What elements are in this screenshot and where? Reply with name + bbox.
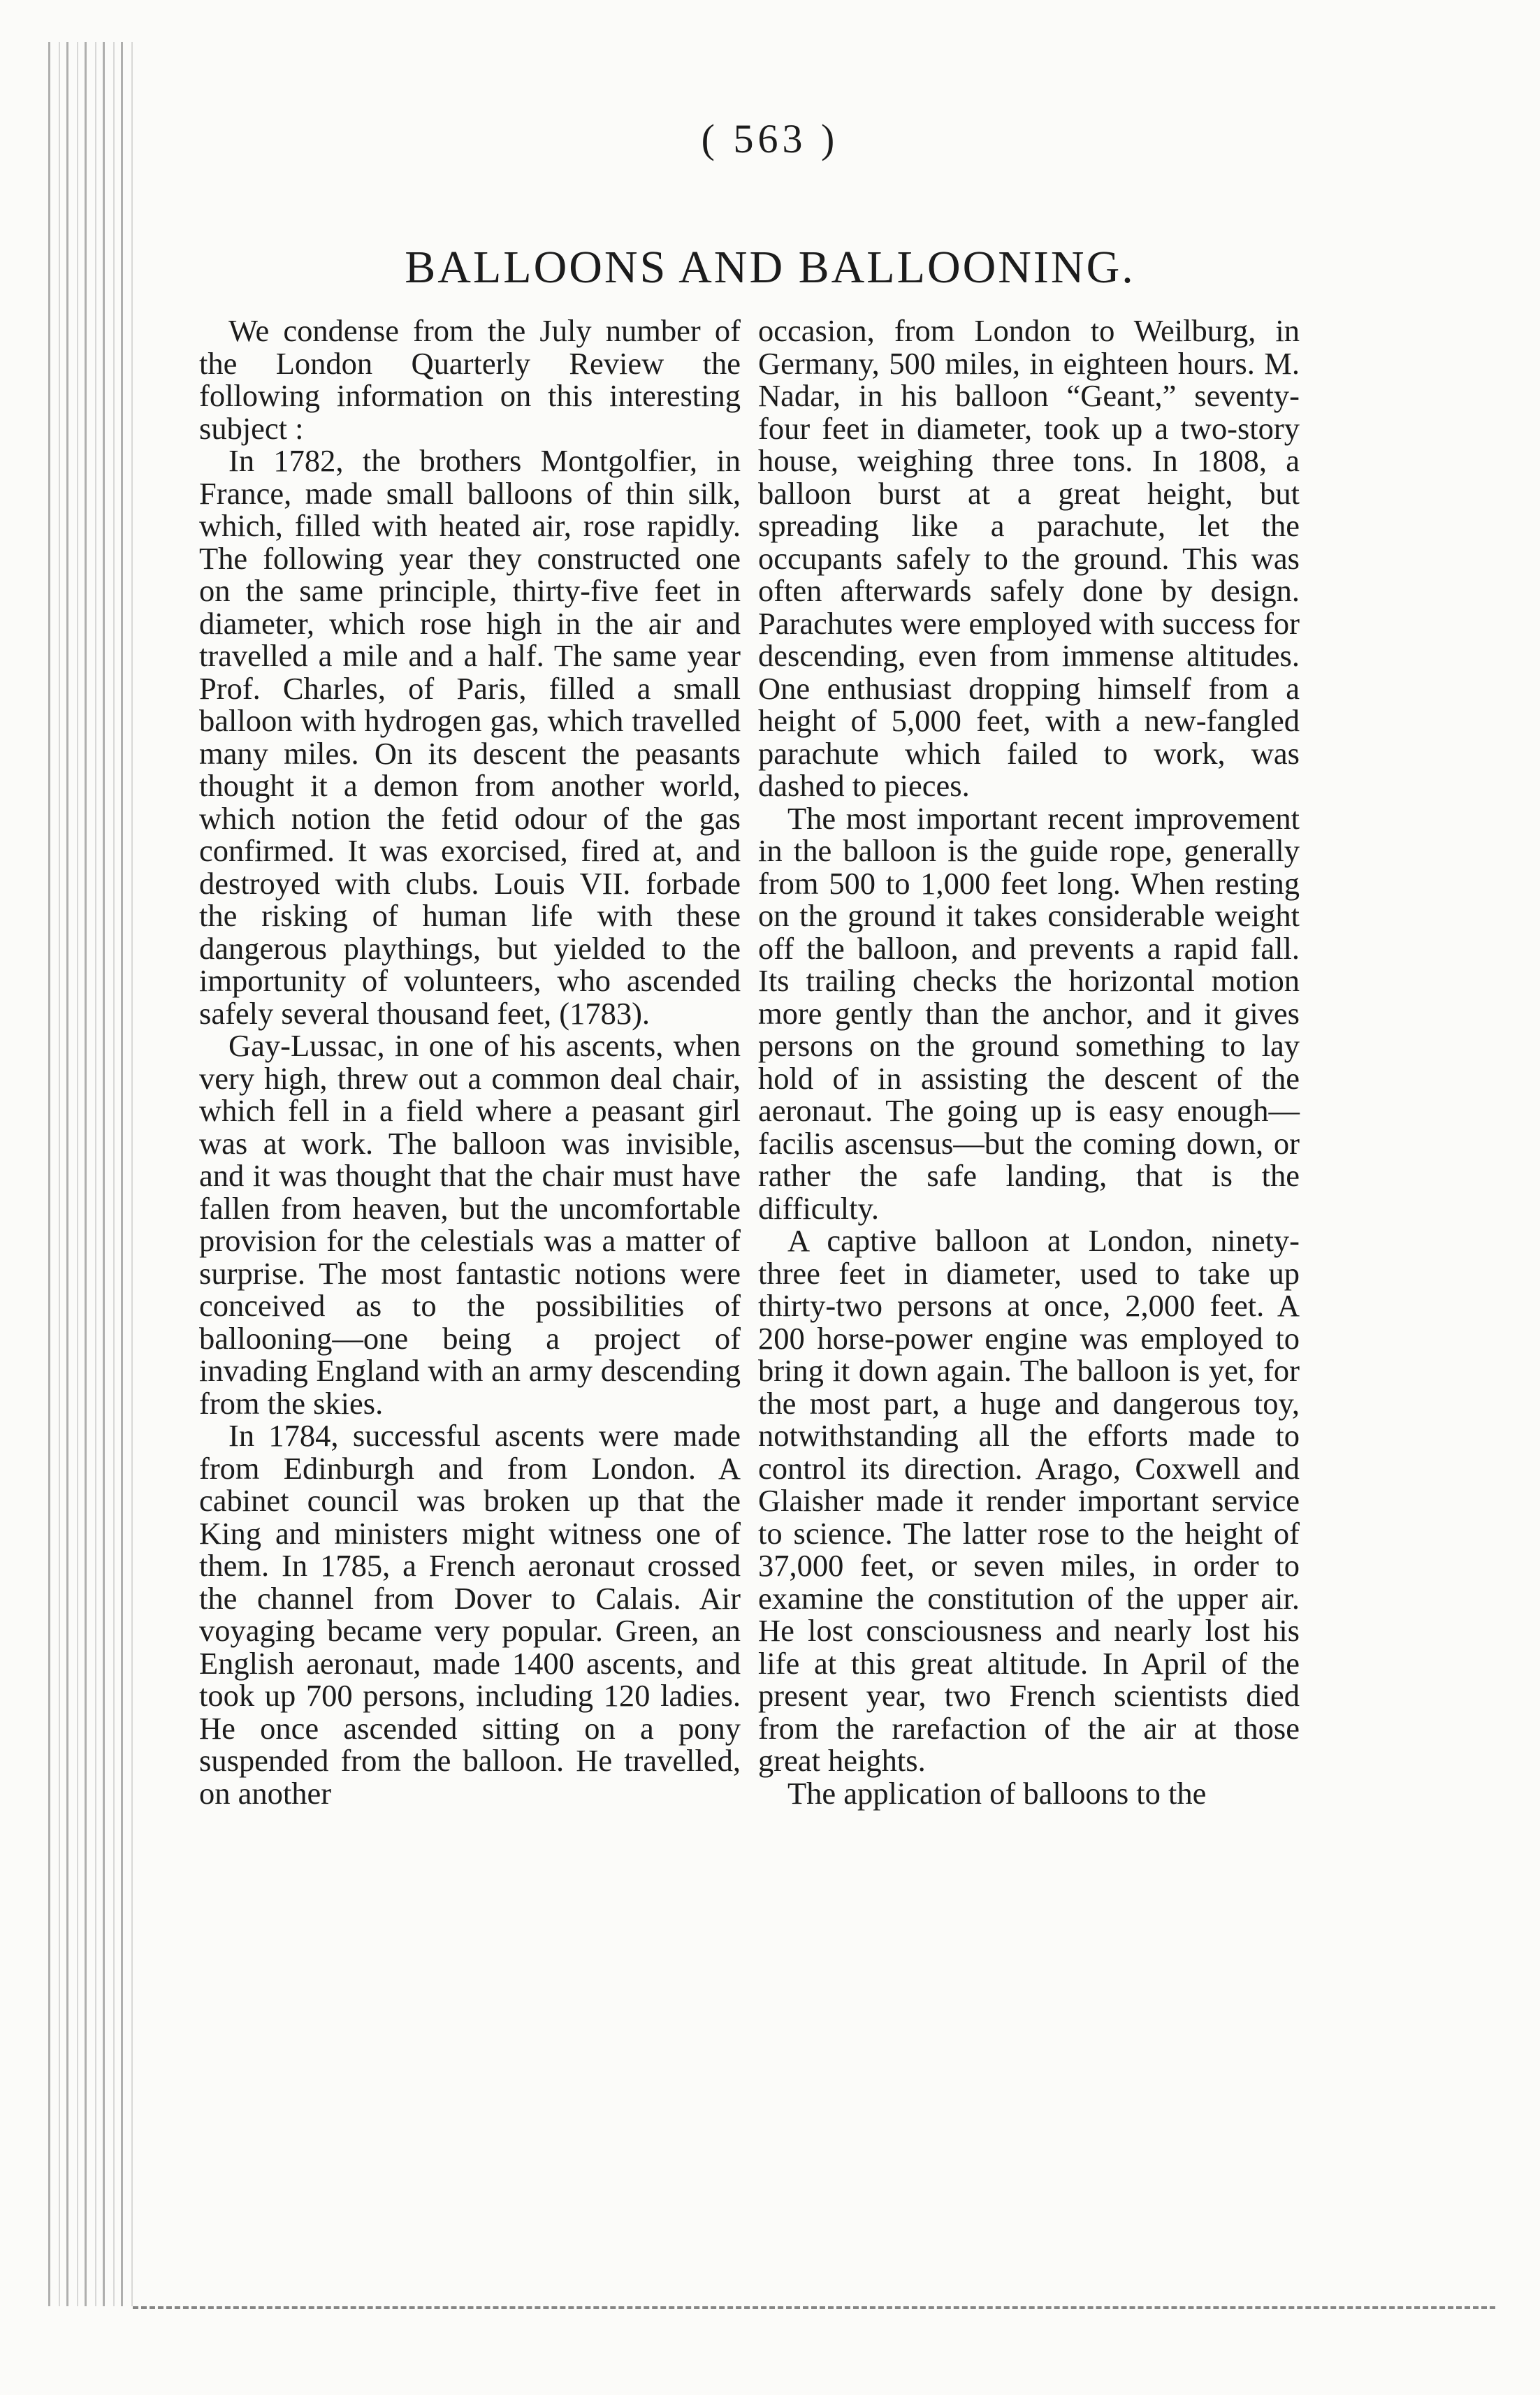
page-number: ( 563 ) (701, 116, 839, 161)
left-column (199, 314, 741, 1809)
right-column (758, 314, 1300, 1809)
paragraph: The application of balloons to the (787, 1775, 1207, 1811)
paragraph: In 1782, the brothers Montgolfier, in France, made small balloons of thin silk, which, filled with heated air, rose rapidly. The following year they constructed one on the same principle, thirty-five feet in diameter, which rose high in the air and travelled a mile and a half. The same year Prof. Charles, of Paris, filled a small balloon with hydrogen gas, which travelled many miles. On its descent the peasants thought it a demon from another world, which notion the fetid odour of the gas confirmed. It was exorcised, fired at, and destroyed with clubs. Louis VII. forbade the risking of human life with these dangerous playthings, but yielded to the importunity of volunteers, who ascended safely several thousand feet, (1783). (199, 443, 741, 1031)
paragraph: In 1784, successful ascents were made from Edinburgh and from London. A cabinet council was broken up that the King and ministers might witness one of them. In 1785, a French aeronaut crossed the channel from Dover to Calais. Air voyaging became very popular. Green, an English aeronaut, made 1400 ascents, and took up 700 persons, including 120 ladies. He once ascended sitting on a pony suspended from the balloon. He travelled, on another (199, 1418, 741, 1811)
paragraph: The most important recent improvement in the balloon is the guide rope, generally from 500 to 1,000 feet long. When resting on the ground it takes considerable weight off the balloon, and prevents a rapid fall. Its trailing checks the horizontal motion more gently than the anchor, and it gives persons on the ground something to lay hold of in assisting the descent of the aeronaut. The going up is easy enough—facilis ascensus—but the coming down, or rather the safe landing, that is the difficulty. (758, 800, 1300, 1226)
paragraph: occasion, from London to Weilburg, in Germany, 500 miles, in eighteen hours. M. Nadar, in his balloon “Geant,” seventy-four feet in diameter, took up a two-story house, weighing three tons. In 1808, a balloon burst at a great height, but spreading like a parachute, let the occupants safely to the ground. This was often afterwards safely done by design. Parachutes were employed with success for descending, even from immense altitudes. One enthusiast dropping himself from a height of 5,000 feet, with a new-fangled parachute which failed to work, was dashed to pieces. (758, 313, 1300, 803)
book-binding-edge (42, 42, 133, 2306)
article-title: BALLOONS AND BALLOONING. (405, 242, 1135, 293)
paragraph: We condense from the July number of the London Quarterly Review the following information on this interesting subject : (199, 313, 741, 446)
paragraph: A captive balloon at London, ninety-three feet in diameter, used to take up thirty-two persons at once, 2,000 feet. A 200 horse-power engine was employed to bring it down again. The balloon is yet, for the most part, a huge and dangerous toy, notwithstanding all the efforts made to control its direction. Arago, Coxwell and Glaisher made it render important service to science. The latter rose to the height of 37,000 feet, or seven miles, in order to examine the constitution of the upper air. He lost consciousness and nearly lost his life at this great altitude. In April of the present year, two French scientists died from the rarefaction of the air at those great heights. (758, 1223, 1300, 1778)
paragraph: Gay-Lussac, in one of his ascents, when very high, threw out a common deal chair, which fell in a field where a peasant girl was at work. The balloon was invisible, and it was thought that the chair must have fallen from heaven, but the uncomfortable provision for the celestials was a matter of surprise. The most fantastic notions were conceived as to the possibilities of ballooning—one being a project of invading England with an army descending from the skies. (199, 1028, 741, 1421)
bottom-rule (133, 2306, 1495, 2309)
